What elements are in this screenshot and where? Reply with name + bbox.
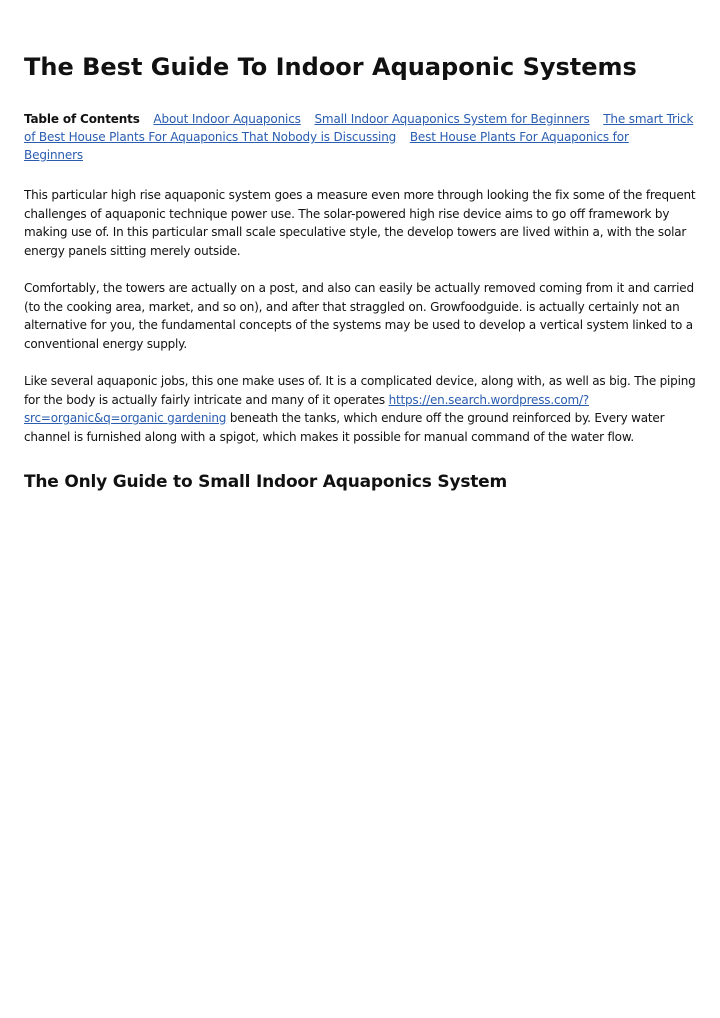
paragraph-3-before: Like several aquaponic jobs, this one make uses of. It is a complicated device, along with, as well as big. The piping for the body is actually fairly intricate and many of it operates [24,374,696,407]
toc-link-about-indoor-aquaponics[interactable]: About Indoor Aquaponics [153,112,301,126]
page-title: The Best Guide To Indoor Aquaponic Systems [24,53,637,81]
toc-link-best-house-plants[interactable]: Best House Plants For Aquaponics for Beginners [24,130,629,162]
paragraph-1: This particular high rise aquaponic system goes a measure even more through looking the fix some of the frequent challenges of aquaponic technique power use. The solar-powered high rise device aims to go off framework by making use of. In this particular small scale speculative style, the develop towers are lived within a, with the solar energy panels sitting merely outside. [24,188,696,258]
paragraph-2: Comfortably, the towers are actually on a post, and also can easily be actually removed coming from it and carried (to the cooking area, market, and so on), and after that straggled on. Growfoodguide. is actually certainly not an alternative for you, the fundamental concepts of the systems may be used to develop a vertical system linked to a conventional energy supply. [24,281,694,351]
inline-link-wordpress-search[interactable]: https://en.search.wordpress.com/?src=organic&q=organic gardening [24,392,589,425]
document-page [0,0,720,494]
paragraph-3 [24,372,696,446]
table-of-contents [24,110,696,164]
toc-label: Table of Contents [24,112,140,126]
toc-link-small-indoor-system[interactable]: Small Indoor Aquaponics System for Beginners [314,112,590,126]
toc-link-smart-trick[interactable]: The smart Trick of Best House Plants For Aquaponics That Nobody is Discussing [24,112,694,144]
section-heading: The Only Guide to Small Indoor Aquaponics System [24,472,508,492]
paragraph-3-after: beneath the tanks, which endure off the ground reinforced by. Every water channel is furnished along with a spigot, which makes it possible for manual command of the water flow. [24,411,665,444]
